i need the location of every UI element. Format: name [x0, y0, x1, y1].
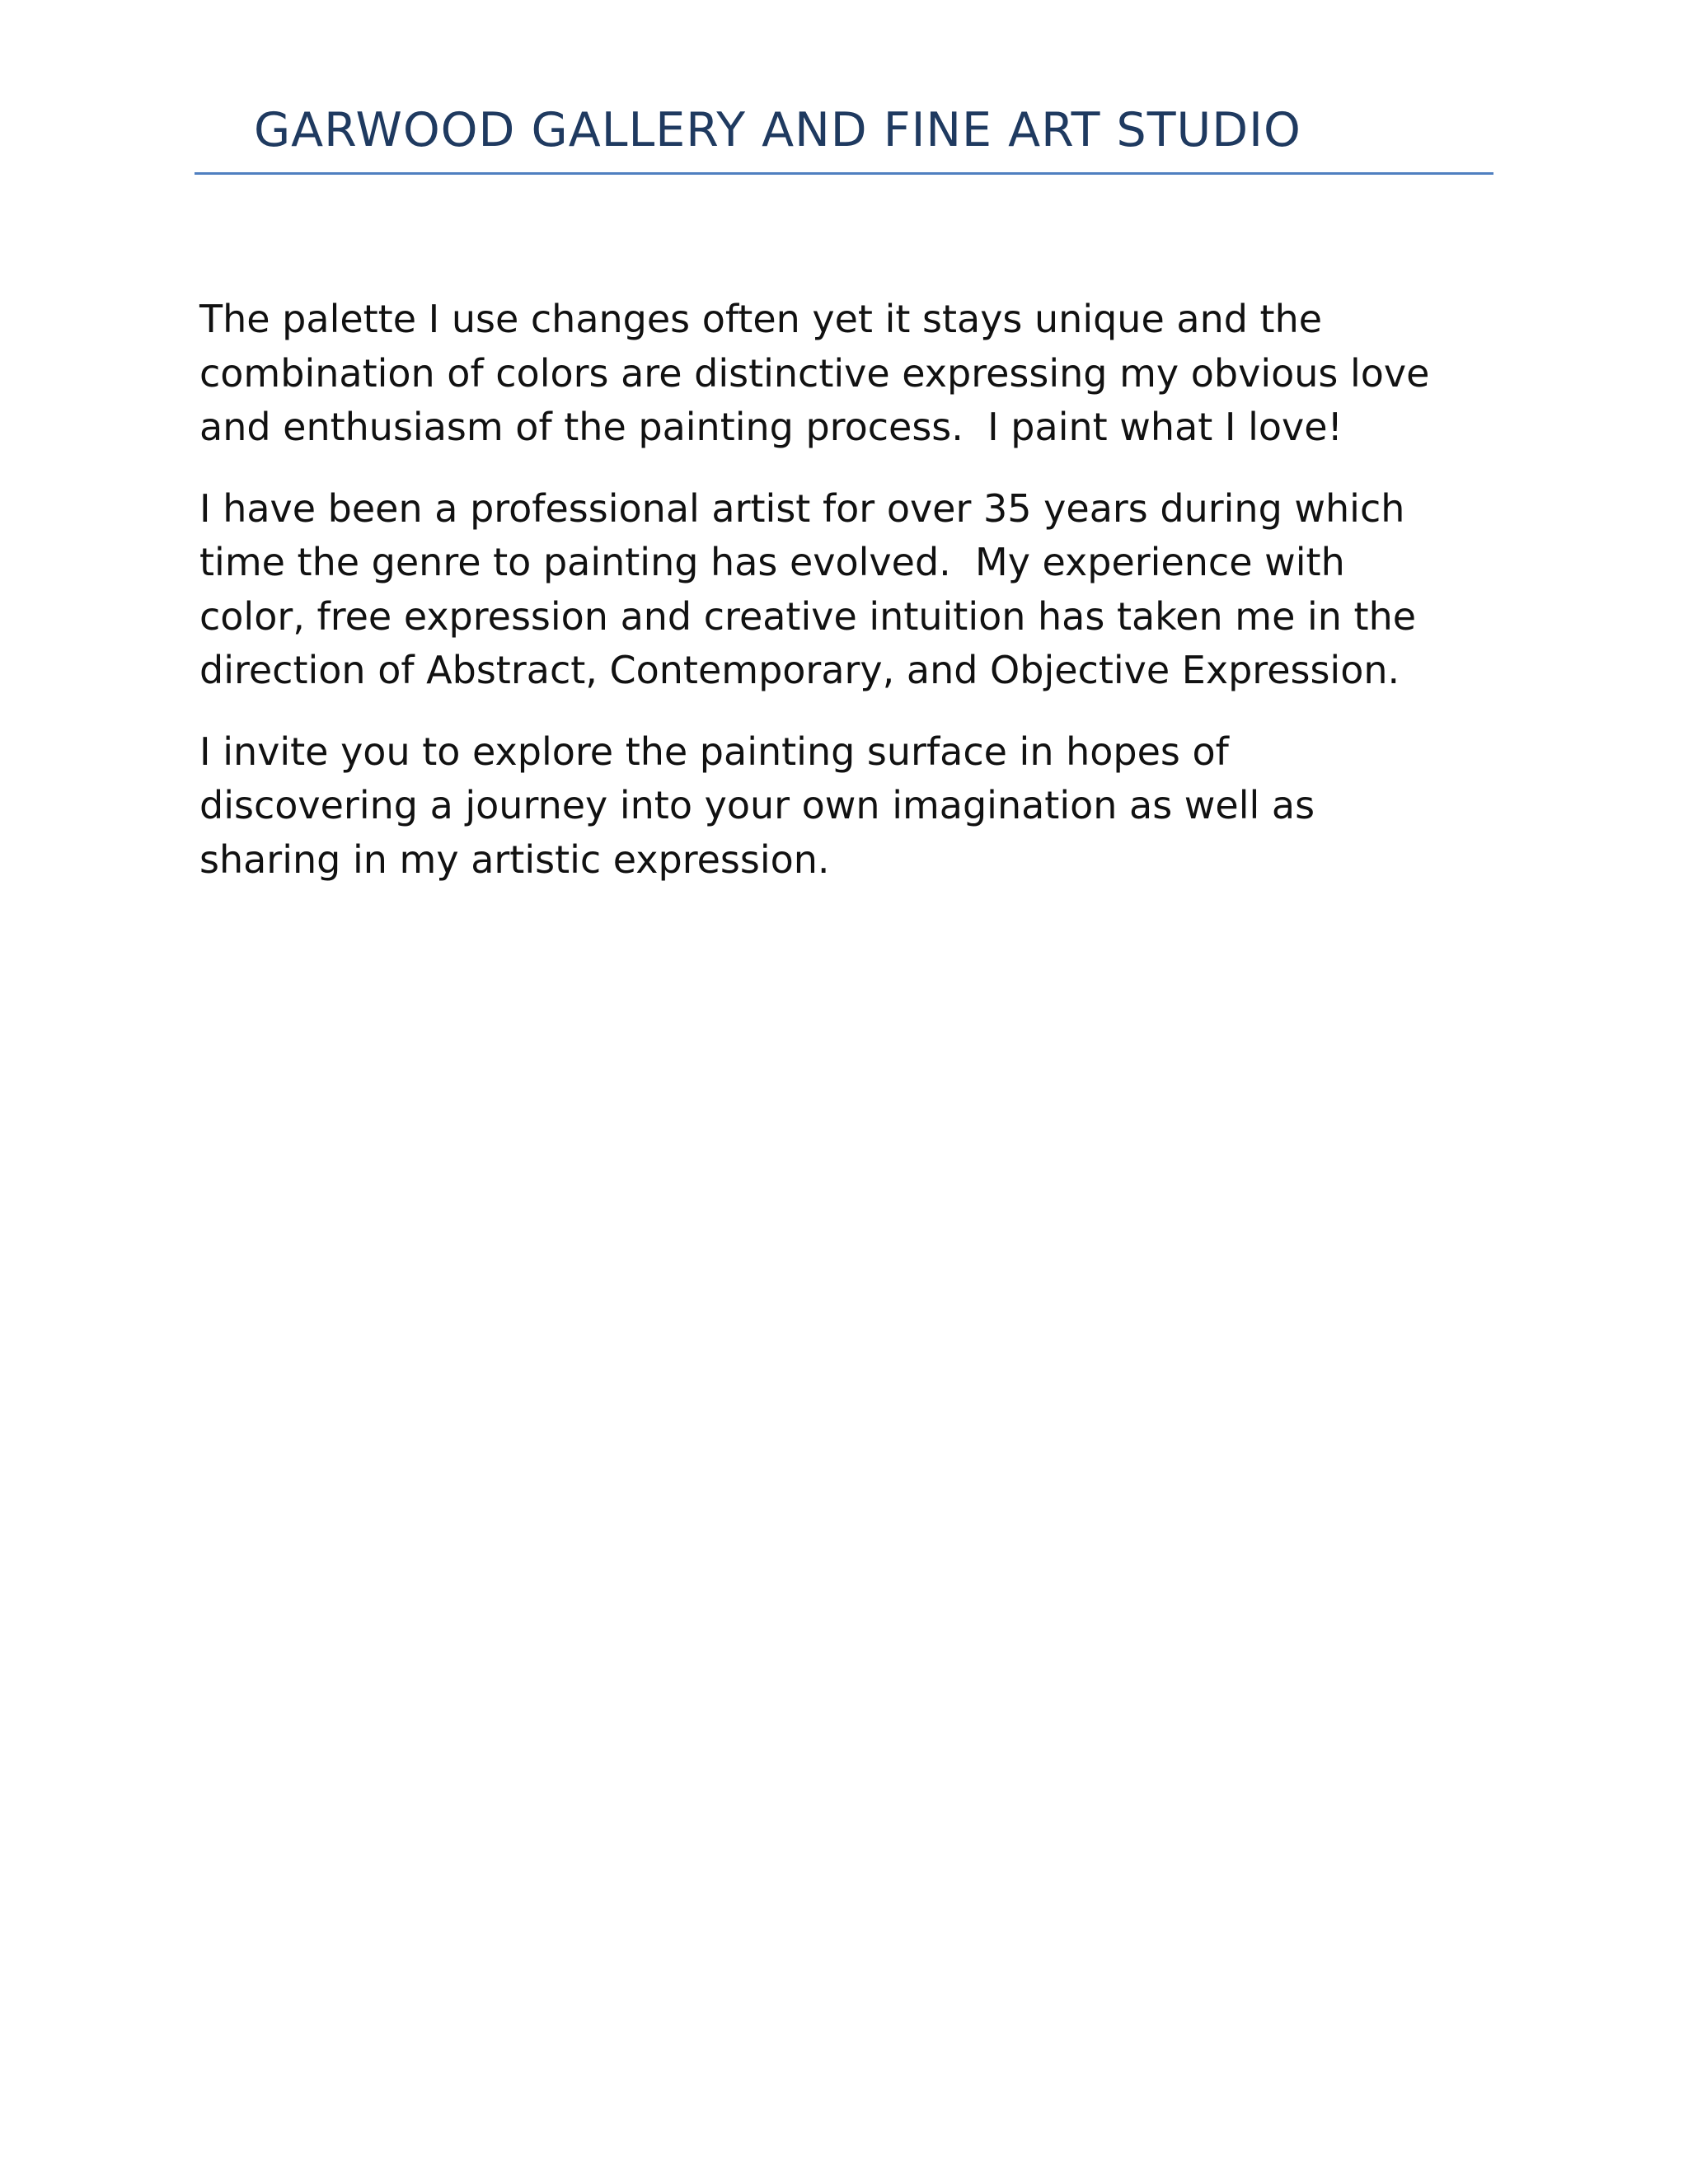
- paragraph-line: direction of Abstract, Contemporary, and Objective Expression.: [199, 648, 1400, 692]
- paragraph-line: color, free expression and creative intuition has taken me in the: [199, 593, 1417, 639]
- paragraph-line: sharing in my artistic expression.: [199, 837, 830, 882]
- paragraph-experience: [199, 482, 1493, 698]
- paragraph-invitation: [199, 725, 1493, 888]
- paragraph-palette: [199, 293, 1493, 455]
- paragraph-line: time the genre to painting has evolved. My experience with: [199, 540, 1345, 584]
- paragraph-line: and enthusiasm of the painting process. I paint what I love!: [199, 405, 1343, 449]
- paragraph-line: combination of colors are distinctive expressing my obvious love: [199, 350, 1430, 396]
- paragraph-line: discovering a journey into your own imagination as well as: [199, 783, 1315, 827]
- paragraph-line: I have been a professional artist for over 35 years during which: [199, 485, 1405, 531]
- page-title: GARWOOD GALLERY AND FINE ART STUDIO: [254, 103, 1301, 157]
- page-header: [195, 99, 1493, 175]
- paragraph-line: The palette I use changes often yet it stays unique and the: [199, 297, 1323, 341]
- paragraph-line: I invite you to explore the painting surface in hopes of: [199, 729, 1229, 774]
- body-text: [199, 293, 1493, 914]
